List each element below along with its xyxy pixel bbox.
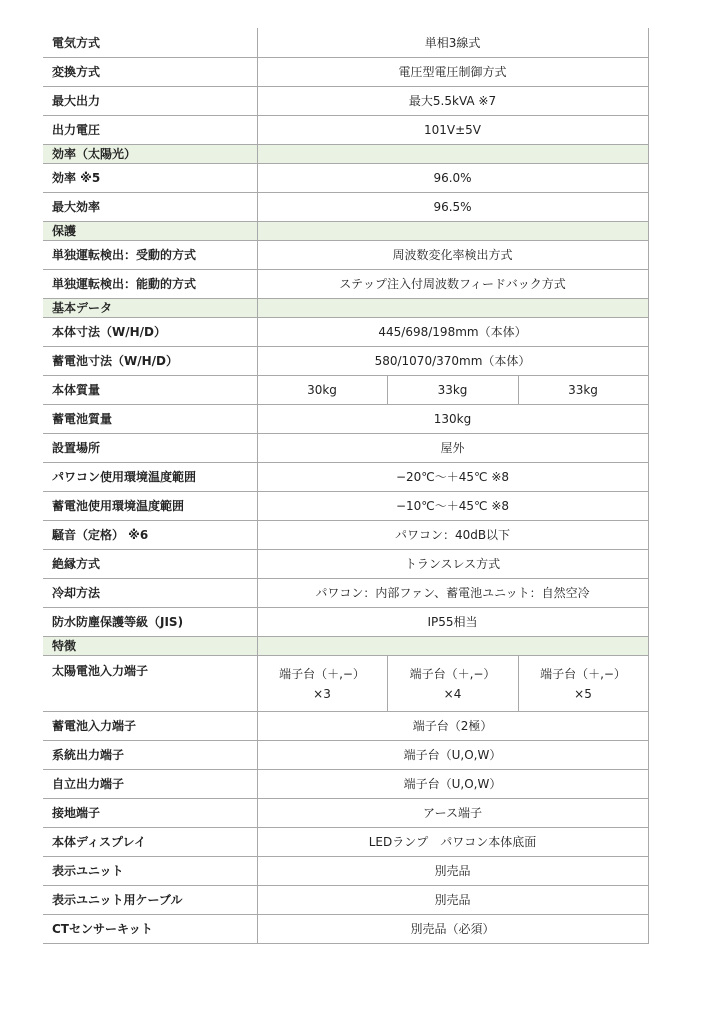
spec-value: 580/1070/370mm（本体） — [257, 347, 648, 376]
spec-label: 蓄電池使用環境温度範囲 — [43, 492, 257, 521]
section-title: 特徴 — [43, 637, 257, 656]
spec-row — [43, 915, 648, 944]
spec-label: 最大出力 — [43, 87, 257, 116]
spec-value: 最大5.5kVA ※7 — [257, 87, 648, 116]
spec-label: パワコン使用環境温度範囲 — [43, 463, 257, 492]
spec-value: 別売品 — [257, 857, 648, 886]
spec-row — [43, 241, 648, 270]
spec-label: 太陽電池入力端子 — [43, 656, 257, 712]
spec-row — [43, 550, 648, 579]
section-empty-cell — [257, 145, 648, 164]
spec-value: 101V±5V — [257, 116, 648, 145]
spec-value: 周波数変化率検出方式 — [257, 241, 648, 270]
spec-label: 本体質量 — [43, 376, 257, 405]
spec-value: 130kg — [257, 405, 648, 434]
spec-row — [43, 28, 648, 58]
spec-label: 単独運転検出：受動的方式 — [43, 241, 257, 270]
spec-value: 端子台（U,O,W） — [257, 770, 648, 799]
spec-label: 蓄電池寸法（W/H/D） — [43, 347, 257, 376]
spec-row — [43, 579, 648, 608]
spec-row — [43, 492, 648, 521]
spec-value: 別売品 — [257, 886, 648, 915]
spec-label: 自立出力端子 — [43, 770, 257, 799]
spec-value: −20℃〜＋45℃ ※8 — [257, 463, 648, 492]
spec-label: 冷却方法 — [43, 579, 257, 608]
spec-value: 33kg — [387, 376, 518, 405]
section-title: 効率（太陽光） — [43, 145, 257, 164]
spec-row — [43, 712, 648, 741]
spec-label: 電気方式 — [43, 28, 257, 58]
section-empty-cell — [257, 299, 648, 318]
spec-value: ステップ注入付周波数フィードバック方式 — [257, 270, 648, 299]
section-empty-cell — [257, 222, 648, 241]
spec-table — [43, 28, 649, 944]
spec-value: 単相3線式 — [257, 28, 648, 58]
section-title: 基本データ — [43, 299, 257, 318]
spec-label: 表示ユニット — [43, 857, 257, 886]
spec-row — [43, 463, 648, 492]
spec-value: 端子台（2極） — [257, 712, 648, 741]
spec-row — [43, 58, 648, 87]
spec-row — [43, 193, 648, 222]
section-empty-cell — [257, 637, 648, 656]
spec-label: 防水防塵保護等級（JIS) — [43, 608, 257, 637]
spec-label: 表示ユニット用ケーブル — [43, 886, 257, 915]
spec-row — [43, 799, 648, 828]
spec-table-body — [43, 28, 648, 944]
spec-row — [43, 521, 648, 550]
spec-value: 33kg — [518, 376, 648, 405]
spec-row — [43, 434, 648, 463]
spec-value: −10℃〜＋45℃ ※8 — [257, 492, 648, 521]
spec-row — [43, 164, 648, 193]
spec-label: 接地端子 — [43, 799, 257, 828]
spec-value: LEDランプ パワコン本体底面 — [257, 828, 648, 857]
spec-label: 騒音（定格） ※6 — [43, 521, 257, 550]
spec-row — [43, 608, 648, 637]
spec-value — [518, 656, 648, 712]
spec-row — [43, 270, 648, 299]
spec-row — [43, 405, 648, 434]
spec-value: 電圧型電圧制御方式 — [257, 58, 648, 87]
spec-label: 本体ディスプレイ — [43, 828, 257, 857]
spec-label: 設置場所 — [43, 434, 257, 463]
spec-label: 効率 ※5 — [43, 164, 257, 193]
spec-label: CTセンサーキット — [43, 915, 257, 944]
spec-label: 変換方式 — [43, 58, 257, 87]
spec-value: 96.5% — [257, 193, 648, 222]
spec-row — [43, 318, 648, 347]
spec-row — [43, 741, 648, 770]
spec-value: パワコン：内部ファン、蓄電池ユニット：自然空冷 — [257, 579, 648, 608]
spec-value-line: 端子台（＋,−） — [279, 666, 365, 681]
spec-value: 30kg — [257, 376, 387, 405]
spec-value-line: ×5 — [574, 686, 592, 701]
spec-value-line: 端子台（＋,−） — [540, 666, 626, 681]
spec-value: パワコン：40dB以下 — [257, 521, 648, 550]
spec-row — [43, 116, 648, 145]
spec-label: 絶縁方式 — [43, 550, 257, 579]
spec-row — [43, 376, 648, 405]
spec-value: 96.0% — [257, 164, 648, 193]
spec-value: トランスレス方式 — [257, 550, 648, 579]
spec-value: 別売品（必須） — [257, 915, 648, 944]
spec-value — [257, 656, 387, 712]
spec-row — [43, 87, 648, 116]
spec-label: 蓄電池入力端子 — [43, 712, 257, 741]
spec-label: 系統出力端子 — [43, 741, 257, 770]
section-header-row — [43, 637, 648, 656]
spec-value: 屋外 — [257, 434, 648, 463]
spec-row — [43, 886, 648, 915]
section-header-row — [43, 222, 648, 241]
spec-value-line: ×3 — [313, 686, 331, 701]
spec-value-line: ×4 — [443, 686, 462, 701]
spec-label: 本体寸法（W/H/D） — [43, 318, 257, 347]
spec-value: IP55相当 — [257, 608, 648, 637]
spec-row — [43, 828, 648, 857]
spec-row — [43, 857, 648, 886]
section-title: 保護 — [43, 222, 257, 241]
spec-row — [43, 656, 648, 712]
spec-label: 最大効率 — [43, 193, 257, 222]
spec-value-line: 端子台（＋,−） — [409, 666, 496, 681]
section-header-row — [43, 145, 648, 164]
spec-value: 端子台（U,O,W） — [257, 741, 648, 770]
spec-label: 出力電圧 — [43, 116, 257, 145]
section-header-row — [43, 299, 648, 318]
spec-value: アース端子 — [257, 799, 648, 828]
spec-label: 蓄電池質量 — [43, 405, 257, 434]
spec-row — [43, 347, 648, 376]
spec-value: 445/698/198mm（本体） — [257, 318, 648, 347]
spec-value — [387, 656, 518, 712]
spec-label: 単独運転検出：能動的方式 — [43, 270, 257, 299]
spec-row — [43, 770, 648, 799]
